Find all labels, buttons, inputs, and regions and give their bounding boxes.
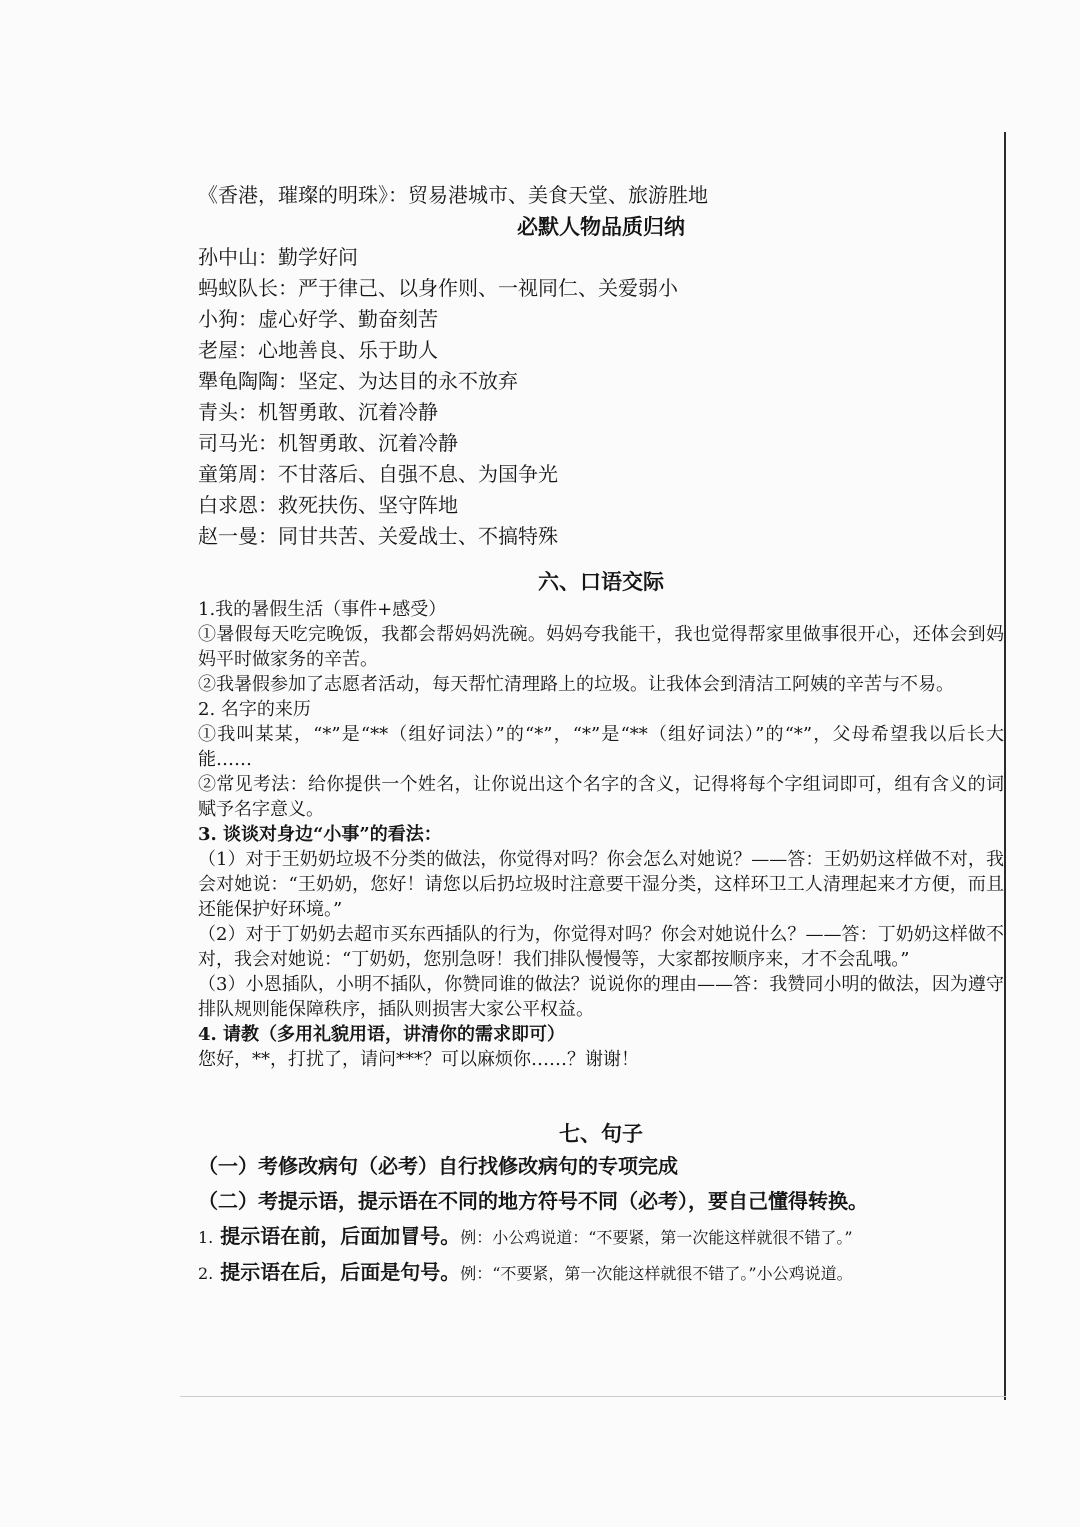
- sentence-rule-1: [198, 1219, 1004, 1255]
- character-item: 小狗：虚心好学、勤奋刻苦: [198, 307, 438, 331]
- header-line: 《香港，璀璨的明珠》：贸易港城市、美食天堂、旅游胜地: [198, 183, 708, 207]
- character-item: 赵一曼：同甘共苦、关爱战士、不搞特殊: [198, 524, 558, 548]
- right-margin-line: [1004, 132, 1006, 1400]
- oral-q2-p1: ①我叫某某，“*”是“**（组好词法）”的“*”，“*”是“**（组好词法）”的“*”，父母希望我以后长大能……: [198, 724, 1004, 770]
- oral-section-title: 六、口语交际: [538, 569, 664, 594]
- oral-q3-p1: （1）对于王奶奶垃圾不分类的做法，你觉得对吗？你会怎么对她说？——答：王奶奶这样做不对，我会对她说：“王奶奶，您好！请您以后扔垃圾时注意要干湿分类，这样环卫工人清理起来才方便，而且还能保护好环境。”: [198, 849, 1004, 920]
- sentence-rule-2: [198, 1255, 1004, 1291]
- oral-q4-title: 4. 请教（多用礼貌用语，讲清你的需求即可）: [198, 1024, 566, 1045]
- character-item: 蚂蚁队长：严于律己、以身作则、一视同仁、关爱弱小: [198, 276, 678, 300]
- rule-1-example: 例：小公鸡说道：“不要紧，第一次能这样就很不错了。”: [460, 1228, 853, 1247]
- character-section-title: 必默人物品质归纳: [517, 214, 685, 239]
- page-content: [198, 180, 1004, 1291]
- oral-q1-p1: ①暑假每天吃完晚饭，我都会帮妈妈洗碗。妈妈夸我能干，我也觉得帮家里做事很开心，还体会到妈妈平时做家务的辛苦。: [198, 624, 1004, 670]
- character-list: [198, 242, 1004, 552]
- character-item: 童第周：不甘落后、自强不息、为国争光: [198, 462, 558, 486]
- character-item: 白求恩：救死扶伤、坚守阵地: [198, 493, 458, 517]
- character-item: 司马光：机智勇敢、沉着冷静: [198, 431, 458, 455]
- oral-q2-p2: ②常见考法：给你提供一个姓名，让你说出这个名字的含义，记得将每个字组词即可，组有含义的词赋予名字意义。: [198, 774, 1004, 820]
- rule-2-example: 例：“不要紧，第一次能这样就很不错了。”小公鸡说道。: [460, 1264, 853, 1283]
- oral-q4-p1: 您好，**，打扰了，请问***？可以麻烦你……？谢谢！: [198, 1049, 639, 1070]
- oral-q3-p3: （3）小恩插队，小明不插队，你赞同谁的做法？说说你的理由——答：我赞同小明的做法，因为遵守排队规则能保障秩序，插队则损害大家公平权益。: [198, 974, 1004, 1020]
- oral-q3-p2: （2）对于丁奶奶去超市买东西插队的行为，你觉得对吗？你会对她说什么？——答：丁奶奶这样做不对，我会对她说：“丁奶奶，您别急呀！我们排队慢慢等，大家都按顺序来，才不会乱哦。”: [198, 924, 1004, 970]
- oral-q1-p2: ②我暑假参加了志愿者活动，每天帮忙清理路上的垃圾。让我体会到清洁工阿姨的辛苦与不易。: [198, 674, 954, 695]
- character-item: 孙中山：勤学好问: [198, 245, 358, 269]
- oral-q2-title: 2. 名字的来历: [198, 699, 311, 720]
- oral-q3-title: 3. 谈谈对身边“小事”的看法：: [198, 824, 442, 845]
- sentence-section-title: 七、句子: [559, 1121, 643, 1146]
- sentence-item-2: （二）考提示语，提示语在不同的地方符号不同（必考），要自己懂得转换。: [198, 1189, 868, 1213]
- bottom-rule: [180, 1396, 1006, 1397]
- oral-q1-title: 1.我的暑假生活（事件+感受）: [198, 599, 447, 620]
- character-item: 犟龟陶陶：坚定、为达目的永不放弃: [198, 369, 518, 393]
- rule-2-text: 提示语在后，后面是句号。: [220, 1260, 461, 1284]
- rule-1-text: 提示语在前，后面加冒号。: [220, 1224, 461, 1248]
- character-item: 青头：机智勇敢、沉着冷静: [198, 400, 438, 424]
- character-item: 老屋：心地善良、乐于助人: [198, 338, 438, 362]
- rule-1-number: 1.: [198, 1228, 214, 1247]
- sentence-item-1: （一）考修改病句（必考）自行找修改病句的专项完成: [198, 1154, 678, 1178]
- rule-2-number: 2.: [198, 1264, 214, 1283]
